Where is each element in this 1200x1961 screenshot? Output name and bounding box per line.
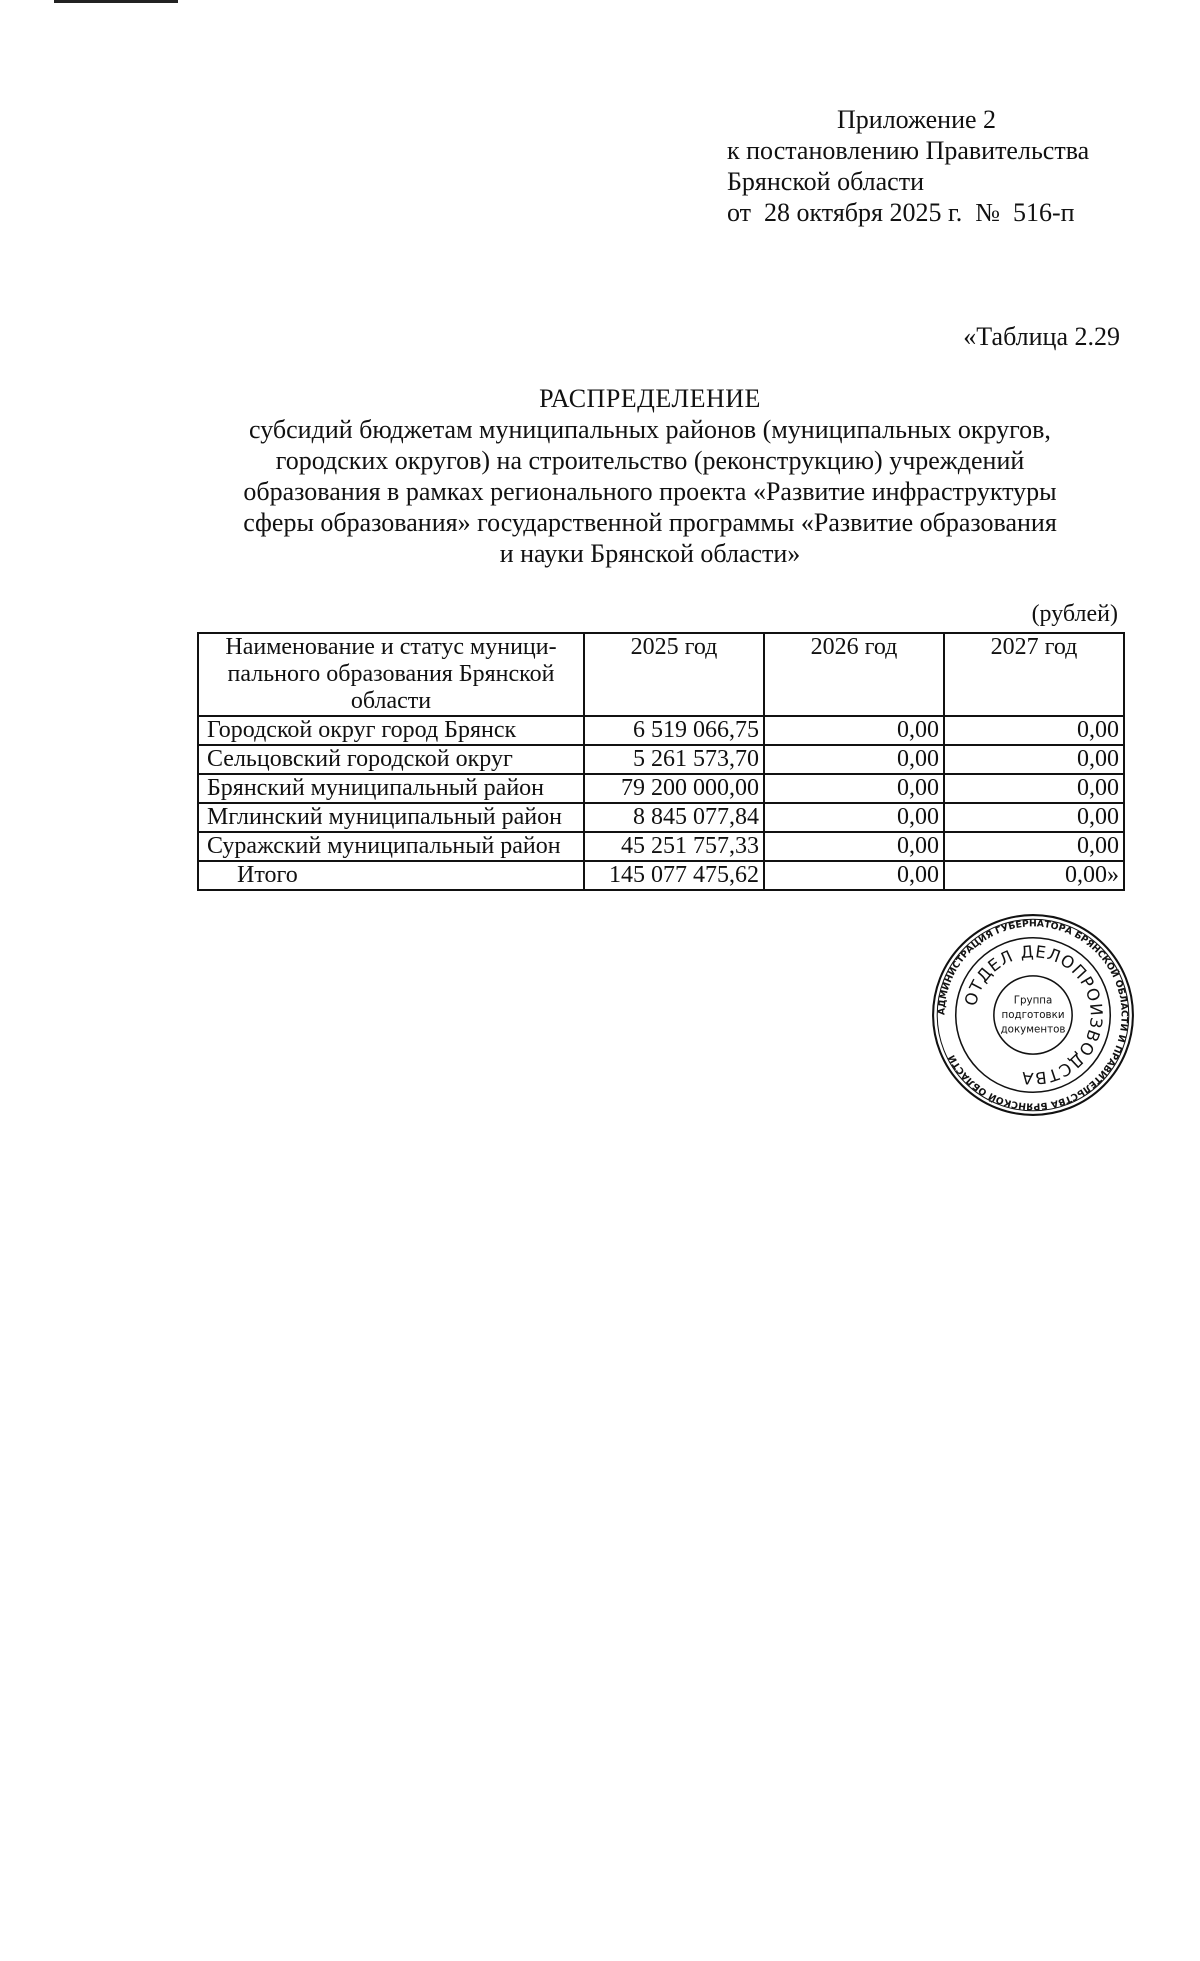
table-row <box>198 745 1124 774</box>
row-2026: 0,00 <box>764 832 944 861</box>
row-name: Сельцовский городской округ <box>198 745 584 774</box>
heading-line-5: и науки Брянской области» <box>499 539 801 568</box>
stamp-outer-text: АДМИНИСТРАЦИЯ ГУБЕРНАТОРА БРЯНСКОЙ ОБЛАСТИ И ПРАВИТЕЛЬСТВА БРЯНСКОЙ ОБЛАСТИ <box>936 918 1130 1112</box>
row-2026: 0,00 <box>764 716 944 745</box>
total-2026: 0,00 <box>764 861 944 890</box>
table-total-row <box>198 861 1124 890</box>
table-reference: «Таблица 2.29 <box>963 322 1120 351</box>
row-2025: 79 200 000,00 <box>584 774 764 803</box>
total-2025: 145 077 475,62 <box>584 861 764 890</box>
appendix-block <box>727 104 1089 228</box>
heading-line-3: образования в рамках регионального проекта «Развитие инфраструктуры <box>243 477 1057 506</box>
heading-line-1: субсидий бюджетам муниципальных районов (муниципальных округов, <box>249 415 1051 444</box>
heading-line-4: сферы образования» государственной программы «Развитие образования <box>243 508 1057 537</box>
appendix-line-4: от 28 октября 2025 г. № 516-п <box>727 198 1075 227</box>
row-name: Суражский муниципальный район <box>198 832 584 861</box>
stamp-middle-text: ОТДЕЛ ДЕЛОПРОИЗВОДСТВА <box>961 941 1106 1088</box>
row-2025: 6 519 066,75 <box>584 716 764 745</box>
row-2027: 0,00 <box>944 832 1124 861</box>
total-label: Итого <box>198 861 584 890</box>
header-2026: 2026 год <box>764 633 944 716</box>
appendix-line-3: Брянской области <box>727 167 924 196</box>
row-2026: 0,00 <box>764 745 944 774</box>
header-name: Наименование и статус муници- пального образования Брянской области <box>198 633 584 716</box>
header-2025: 2025 год <box>584 633 764 716</box>
heading-title: РАСПРЕДЕЛЕНИЕ <box>539 384 761 413</box>
table-row <box>198 832 1124 861</box>
row-name: Мглинский муниципальный район <box>198 803 584 832</box>
currency-unit: (рублей) <box>1031 601 1118 627</box>
stamp-center-line-1: Группа <box>1013 994 1053 1007</box>
row-2026: 0,00 <box>764 774 944 803</box>
row-name: Городской округ город Брянск <box>198 716 584 745</box>
distribution-table <box>197 632 1125 891</box>
top-rule <box>54 0 178 3</box>
row-2027: 0,00 <box>944 774 1124 803</box>
row-2025: 8 845 077,84 <box>584 803 764 832</box>
table-row <box>198 803 1124 832</box>
appendix-line-1: Приложение 2 <box>837 105 997 134</box>
stamp-center-line-2: подготовки <box>1001 1009 1065 1022</box>
row-2027: 0,00 <box>944 803 1124 832</box>
stamp-center-line-3: документов <box>1000 1023 1066 1036</box>
heading-line-2: городских округов) на строительство (реконструкцию) учреждений <box>275 446 1025 475</box>
row-2025: 5 261 573,70 <box>584 745 764 774</box>
table-row <box>198 774 1124 803</box>
row-2027: 0,00 <box>944 716 1124 745</box>
appendix-line-2: к постановлению Правительства <box>727 136 1090 165</box>
total-2027: 0,00» <box>944 861 1124 890</box>
row-name: Брянский муниципальный район <box>198 774 584 803</box>
row-2025: 45 251 757,33 <box>584 832 764 861</box>
row-2027: 0,00 <box>944 745 1124 774</box>
row-2026: 0,00 <box>764 803 944 832</box>
header-2027: 2027 год <box>944 633 1124 716</box>
document-heading <box>200 383 1100 569</box>
official-stamp <box>930 912 1136 1118</box>
table-header-row <box>198 633 1124 716</box>
table-row <box>198 716 1124 745</box>
